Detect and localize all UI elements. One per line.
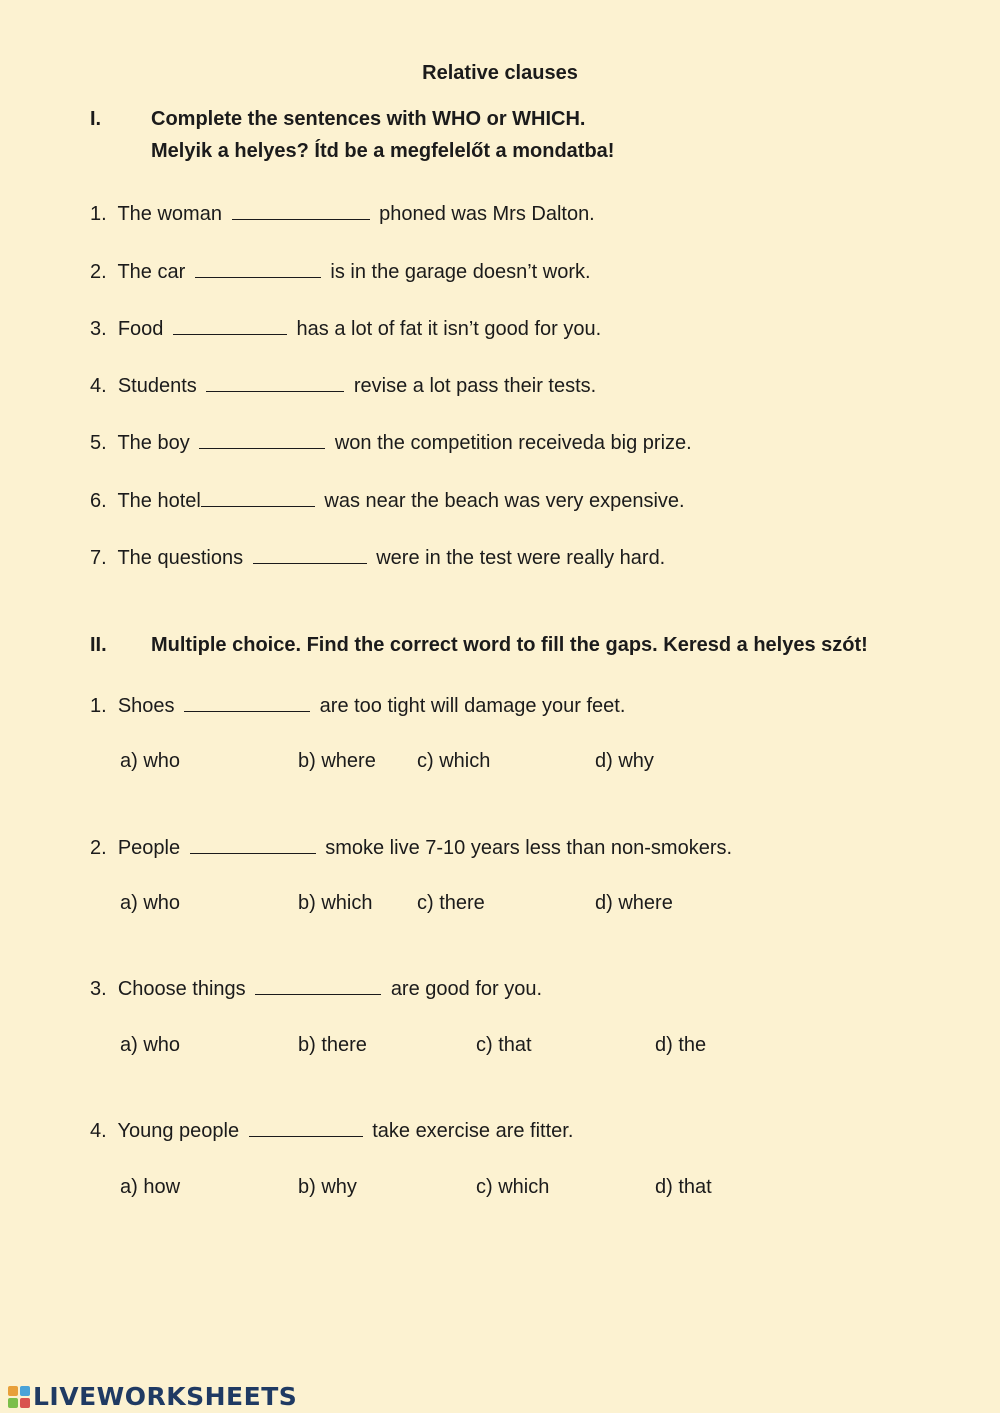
list-item <box>90 545 665 570</box>
item-text-before: Students <box>117 375 197 397</box>
option-a[interactable]: a) who <box>120 750 181 772</box>
item-text-before: The hotel <box>117 490 201 512</box>
item-text-before: The questions <box>117 547 244 569</box>
item-number: 1. <box>90 203 107 225</box>
item-text-after: was near the beach was very expensive. <box>324 490 685 512</box>
question-text-after: smoke live 7-10 years less than non-smokers. <box>325 837 733 859</box>
option-c[interactable]: c) which <box>476 1176 550 1198</box>
answer-blank[interactable] <box>253 545 367 564</box>
answer-blank[interactable] <box>232 201 370 220</box>
option-b[interactable]: b) why <box>298 1176 357 1198</box>
question-text-after: are too tight will damage your feet. <box>319 695 626 717</box>
list-item <box>90 488 685 513</box>
logo-grid-icon <box>8 1386 30 1408</box>
liveworksheets-logo <box>8 1382 297 1411</box>
option-d[interactable]: d) why <box>595 750 654 772</box>
item-text-before: The car <box>117 261 186 283</box>
item-number: 4. <box>90 375 107 397</box>
item-number: 3. <box>90 318 107 340</box>
answer-blank[interactable] <box>255 976 381 995</box>
question-text-after: are good for you. <box>390 978 543 1000</box>
item-text-after: won the competition receiveda big prize. <box>334 432 692 454</box>
item-text-after: phoned was Mrs Dalton. <box>379 203 595 225</box>
question-text-after: take exercise are fitter. <box>372 1120 574 1142</box>
item-number: 5. <box>90 432 107 454</box>
option-b[interactable]: b) where <box>298 750 376 772</box>
question <box>90 1118 573 1143</box>
list-item <box>90 201 595 226</box>
answer-blank[interactable] <box>184 693 310 712</box>
item-text-after: were in the test were really hard. <box>376 547 666 569</box>
answer-blank[interactable] <box>201 488 315 507</box>
option-c[interactable]: c) that <box>476 1034 532 1056</box>
option-d[interactable]: d) the <box>655 1034 707 1056</box>
item-number: 7. <box>90 547 107 569</box>
option-d[interactable]: d) that <box>655 1176 712 1198</box>
section1-heading: Complete the sentences with WHO or WHICH. <box>151 108 586 130</box>
question-text-before: Choose things <box>117 978 246 1000</box>
list-item <box>90 316 601 341</box>
answer-blank[interactable] <box>249 1118 363 1137</box>
item-number: 6. <box>90 490 107 512</box>
list-item <box>90 430 692 455</box>
section2-number: II. <box>90 634 107 656</box>
question <box>90 976 542 1001</box>
answer-blank[interactable] <box>195 259 321 278</box>
list-item <box>90 373 596 398</box>
answer-blank[interactable] <box>173 316 287 335</box>
item-text-after: revise a lot pass their tests. <box>353 375 597 397</box>
option-b[interactable]: b) which <box>298 892 373 914</box>
item-number: 2. <box>90 261 107 283</box>
option-b[interactable]: b) there <box>298 1034 367 1056</box>
question-number: 1. <box>90 695 107 717</box>
option-c[interactable]: c) there <box>417 892 485 914</box>
option-d[interactable]: d) where <box>595 892 673 914</box>
section2-heading: Multiple choice. Find the correct word to fill the gaps. Keresd a helyes szót! <box>151 634 868 656</box>
section1-number: I. <box>90 108 102 130</box>
section1-subheading: Melyik a helyes? Ítd be a megfelelőt a mondatba! <box>151 140 615 162</box>
logo-text: LIVEWORKSHEETS <box>33 1382 298 1411</box>
question-text-before: Young people <box>117 1120 240 1142</box>
option-a[interactable]: a) who <box>120 892 181 914</box>
question-number: 4. <box>90 1120 107 1142</box>
question <box>90 693 625 718</box>
item-text-after: is in the garage doesn’t work. <box>330 261 591 283</box>
answer-blank[interactable] <box>206 373 344 392</box>
question-text-before: Shoes <box>117 695 175 717</box>
option-c[interactable]: c) which <box>417 750 491 772</box>
item-text-after: has a lot of fat it isn’t good for you. <box>296 318 602 340</box>
item-text-before: Food <box>117 318 164 340</box>
option-a[interactable]: a) who <box>120 1034 181 1056</box>
item-text-before: The woman <box>117 203 222 225</box>
question <box>90 835 732 860</box>
page-title: Relative clauses <box>422 62 578 84</box>
option-a[interactable]: a) how <box>120 1176 181 1198</box>
list-item <box>90 259 591 284</box>
answer-blank[interactable] <box>199 430 325 449</box>
item-text-before: The boy <box>117 432 190 454</box>
question-number: 3. <box>90 978 107 1000</box>
answer-blank[interactable] <box>190 835 316 854</box>
question-number: 2. <box>90 837 107 859</box>
question-text-before: People <box>117 837 181 859</box>
